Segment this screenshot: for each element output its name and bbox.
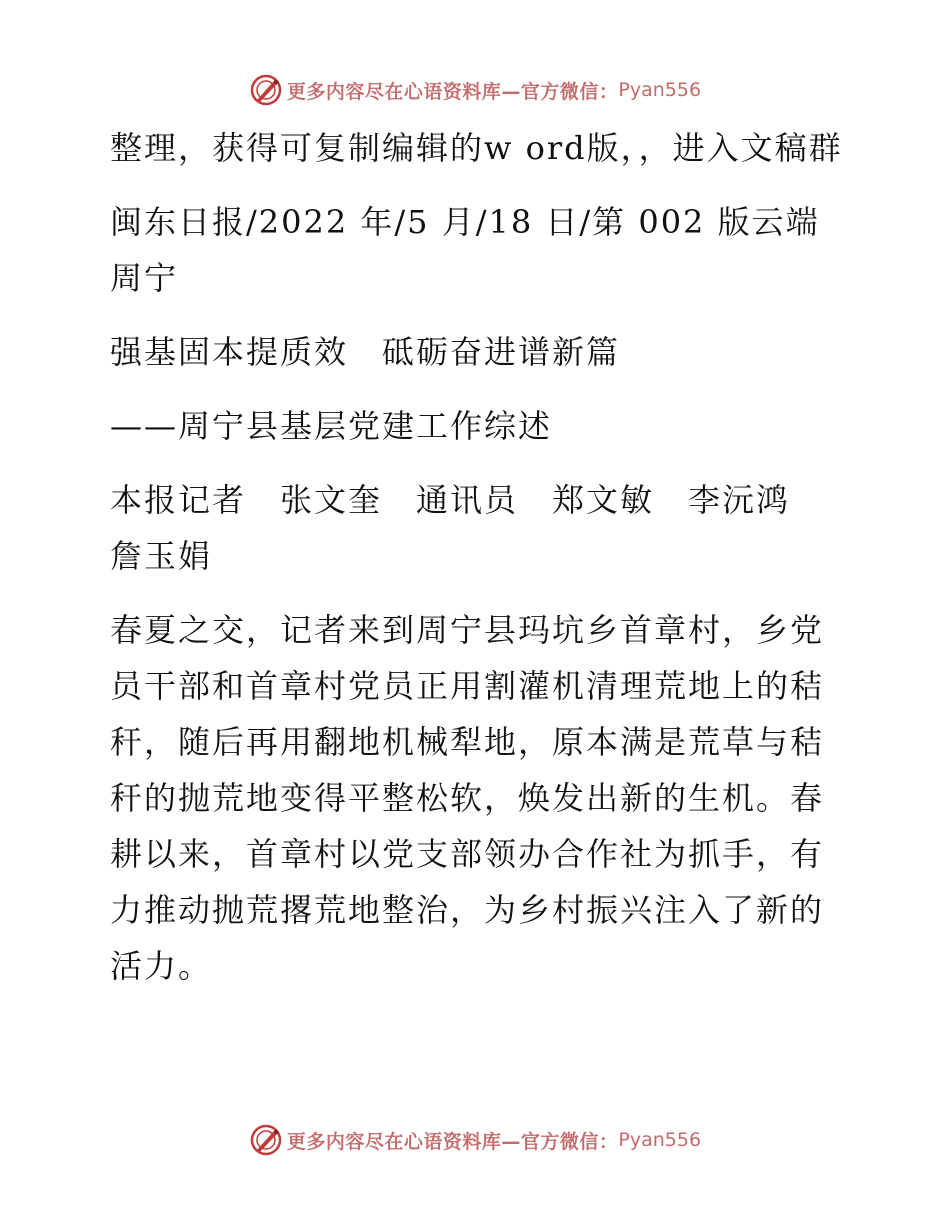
watermark-text: 更多内容尽在心语资料库—官方微信：: [286, 1130, 619, 1153]
watermark-text: 更多内容尽在心语资料库—官方微信：: [286, 80, 619, 103]
watermark-header: [0, 70, 950, 110]
pen-logo-icon: [249, 1123, 283, 1157]
article-byline: 本报记者 张文奎 通讯员 郑文敏 李沅鸿 詹玉娟: [110, 481, 825, 575]
article-body-paragraph: 春夏之交，记者来到周宁县玛坑乡首章村，乡党员干部和首章村党员正用割灌机清理荒地上的秸秆，随后再用翻地机械犁地，原本满是荒草与秸秆的抛荒地变得平整松软，焕发出新的生机。春耕以来，首章村以党支部领办合作社为抓手，有力推动抛荒撂荒地整治，为乡村振兴注入了新的活力。: [110, 611, 825, 985]
document-body: [98, 120, 850, 1012]
watermark-account: Pyan556: [618, 1129, 702, 1151]
watermark-account: Pyan556: [618, 79, 702, 101]
article-title: 强基固本提质效 砥砺奋进谱新篇: [110, 333, 621, 371]
pen-logo-icon: [249, 73, 283, 107]
article-subtitle: ——周宁县基层党建工作综述: [110, 407, 553, 445]
paragraph-note: 整理，获得可复制编辑的w ord版，，进入文稿群: [110, 129, 843, 167]
watermark-footer: [0, 1120, 950, 1160]
paragraph-source: 闽东日报/2022 年/5 月/18 日/第 002 版云端周宁: [110, 203, 820, 297]
